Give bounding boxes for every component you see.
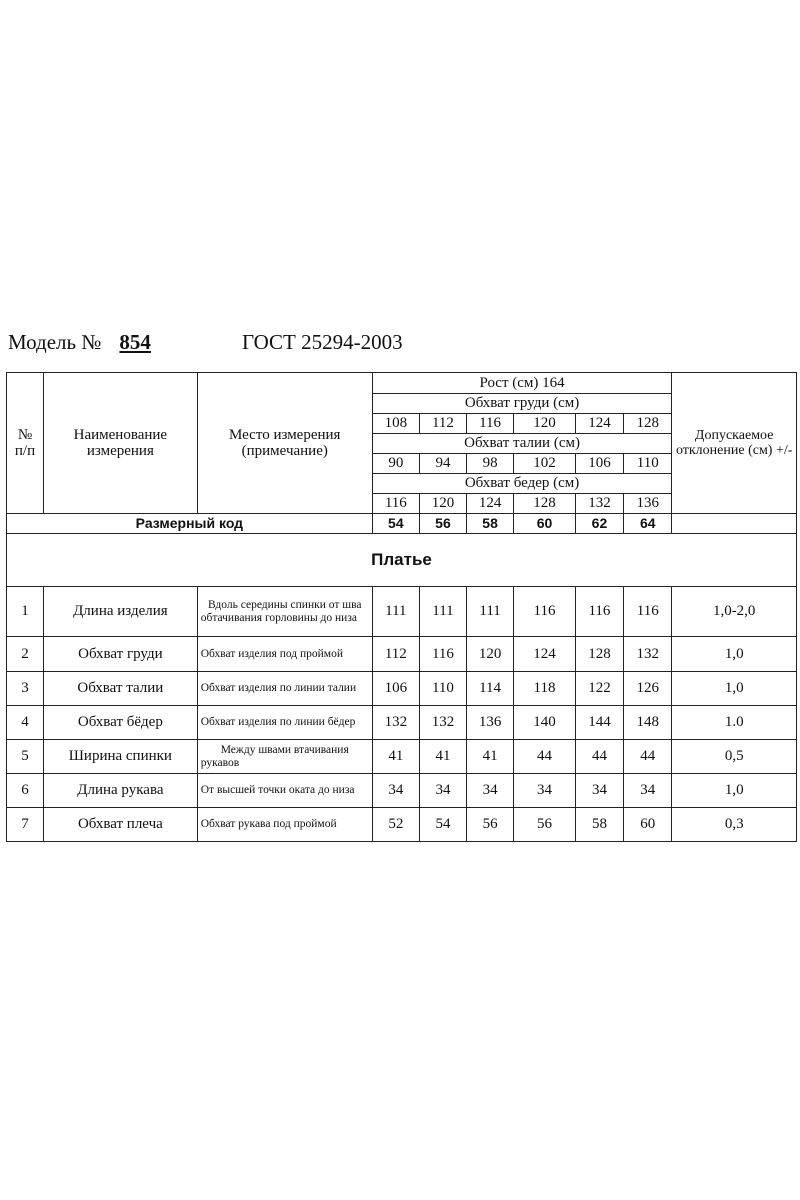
measurement-value: 118 — [514, 672, 576, 706]
measurement-name: Ширина спинки — [44, 740, 198, 774]
waist-size-cell: 106 — [575, 454, 623, 474]
table-row — [7, 808, 797, 842]
measurement-value: 116 — [624, 587, 672, 637]
hip-size-cell: 128 — [514, 494, 576, 514]
model-number: 854 — [119, 330, 151, 354]
measurement-value: 116 — [514, 587, 576, 637]
measurement-value: 140 — [514, 706, 576, 740]
measurement-value: 34 — [467, 774, 514, 808]
size-code-cell: 64 — [624, 514, 672, 534]
waist-size-cell: 90 — [372, 454, 419, 474]
size-code-cell: 62 — [575, 514, 623, 534]
row-number: 4 — [7, 706, 44, 740]
row-number: 6 — [7, 774, 44, 808]
measurement-value: 116 — [419, 637, 466, 672]
measurement-value: 116 — [575, 587, 623, 637]
chest-size-cell: 120 — [514, 414, 576, 434]
height-label: Рост (см) 164 — [372, 373, 672, 394]
table-row — [7, 637, 797, 672]
chest-size-cell: 128 — [624, 414, 672, 434]
measurement-value: 34 — [372, 774, 419, 808]
measurement-value: 132 — [419, 706, 466, 740]
tolerance-value: 1,0 — [672, 774, 797, 808]
measurement-value: 58 — [575, 808, 623, 842]
measurement-place: Обхват изделия под проймой — [197, 637, 372, 672]
table-row — [7, 740, 797, 774]
size-code-cell: 56 — [419, 514, 466, 534]
tolerance-value: 0,3 — [672, 808, 797, 842]
size-code-cell: 58 — [467, 514, 514, 534]
hip-size-cell: 124 — [467, 494, 514, 514]
tolerance-value: 1,0 — [672, 672, 797, 706]
tolerance-value: 1,0 — [672, 637, 797, 672]
measurement-value: 56 — [467, 808, 514, 842]
measurement-value: 34 — [575, 774, 623, 808]
size-code-cell: 54 — [372, 514, 419, 534]
measurement-value: 136 — [467, 706, 514, 740]
measurement-value: 144 — [575, 706, 623, 740]
tolerance-value: 1.0 — [672, 706, 797, 740]
measurement-value: 111 — [372, 587, 419, 637]
header-name: Наименование измерения — [44, 373, 198, 514]
measurement-name: Обхват груди — [44, 637, 198, 672]
measurement-value: 148 — [624, 706, 672, 740]
waist-size-cell: 110 — [624, 454, 672, 474]
hip-size-cell: 120 — [419, 494, 466, 514]
header-tolerance: Допускаемое отклонение (см) +/- — [672, 373, 797, 514]
table-row — [7, 706, 797, 740]
measurement-value: 111 — [419, 587, 466, 637]
measurement-value: 41 — [372, 740, 419, 774]
measurement-place: Обхват изделия по линии талии — [197, 672, 372, 706]
tolerance-value: 0,5 — [672, 740, 797, 774]
measurement-name: Обхват бёдер — [44, 706, 198, 740]
measurement-value: 34 — [419, 774, 466, 808]
measurement-value: 56 — [514, 808, 576, 842]
row-number: 1 — [7, 587, 44, 637]
measurement-value: 34 — [624, 774, 672, 808]
chest-size-cell: 124 — [575, 414, 623, 434]
measurement-value: 106 — [372, 672, 419, 706]
size-table — [6, 372, 797, 842]
measurement-name: Длина изделия — [44, 587, 198, 637]
measurement-place: Между швами втачивания рукавов — [197, 740, 372, 774]
measurement-value: 60 — [624, 808, 672, 842]
measurement-value: 41 — [467, 740, 514, 774]
header-num: № п/п — [7, 373, 44, 514]
waist-label: Обхват талии (см) — [372, 434, 672, 454]
hip-size-cell: 132 — [575, 494, 623, 514]
waist-size-cell: 94 — [419, 454, 466, 474]
measurement-value: 54 — [419, 808, 466, 842]
measurement-value: 44 — [575, 740, 623, 774]
measurement-place: Вдоль середины спинки от шва обтачивания горловины до низа — [197, 587, 372, 637]
row-number: 7 — [7, 808, 44, 842]
model-label: Модель № — [8, 330, 102, 354]
table-row — [7, 587, 797, 637]
waist-size-cell: 98 — [467, 454, 514, 474]
measurement-name: Длина рукава — [44, 774, 198, 808]
measurement-value: 120 — [467, 637, 514, 672]
chest-size-cell: 112 — [419, 414, 466, 434]
row-number: 2 — [7, 637, 44, 672]
measurement-value: 112 — [372, 637, 419, 672]
section-title: Платье — [7, 534, 797, 587]
chest-label: Обхват груди (см) — [372, 394, 672, 414]
measurement-value: 114 — [467, 672, 514, 706]
measurement-value: 128 — [575, 637, 623, 672]
row-number: 5 — [7, 740, 44, 774]
table-row — [7, 774, 797, 808]
measurement-value: 126 — [624, 672, 672, 706]
measurement-value: 52 — [372, 808, 419, 842]
measurement-value: 110 — [419, 672, 466, 706]
measurement-value: 122 — [575, 672, 623, 706]
hip-size-cell: 116 — [372, 494, 419, 514]
measurement-value: 124 — [514, 637, 576, 672]
hip-size-cell: 136 — [624, 494, 672, 514]
measurement-place: Обхват рукава под проймой — [197, 808, 372, 842]
size-code-empty-cell — [672, 514, 797, 534]
measurement-value: 132 — [372, 706, 419, 740]
size-code-cell: 60 — [514, 514, 576, 534]
measurement-place: От высшей точки оката до низа — [197, 774, 372, 808]
measurement-value: 44 — [624, 740, 672, 774]
gost-standard: ГОСТ 25294-2003 — [242, 330, 403, 354]
chest-size-cell: 116 — [467, 414, 514, 434]
measurement-value: 132 — [624, 637, 672, 672]
measurement-place: Обхват изделия по линии бёдер — [197, 706, 372, 740]
hip-label: Обхват бедер (см) — [372, 474, 672, 494]
table-row — [7, 672, 797, 706]
measurement-value: 41 — [419, 740, 466, 774]
header-place: Место измерения (примечание) — [197, 373, 372, 514]
waist-size-cell: 102 — [514, 454, 576, 474]
tolerance-value: 1,0-2,0 — [672, 587, 797, 637]
measurement-value: 44 — [514, 740, 576, 774]
measurement-name: Обхват плеча — [44, 808, 198, 842]
measurement-value: 111 — [467, 587, 514, 637]
document-header — [8, 330, 403, 355]
measurement-value: 34 — [514, 774, 576, 808]
row-number: 3 — [7, 672, 44, 706]
size-code-label: Размерный код — [7, 514, 373, 534]
measurement-name: Обхват талии — [44, 672, 198, 706]
chest-size-cell: 108 — [372, 414, 419, 434]
